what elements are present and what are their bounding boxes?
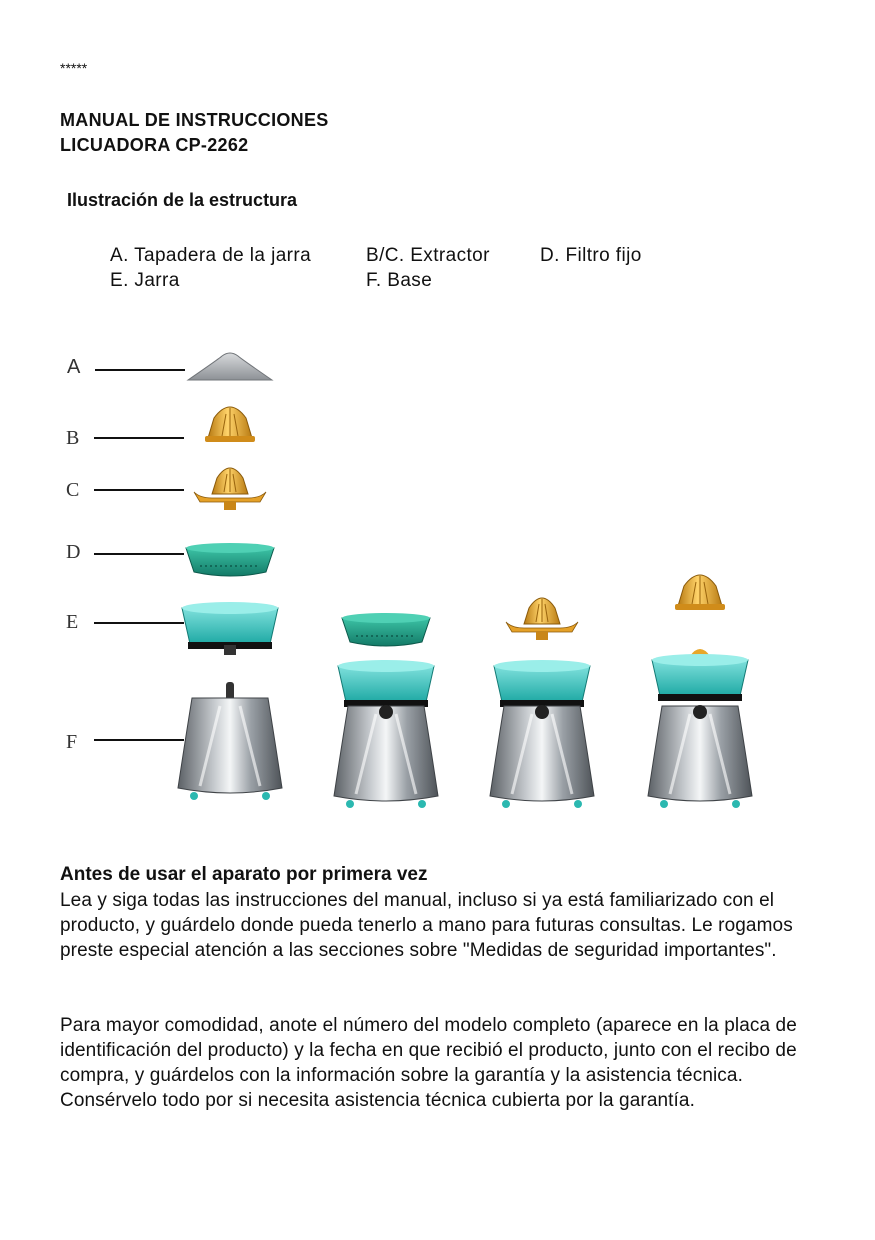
product-title: LICUADORA CP-2262 [60, 135, 249, 155]
part-bc-label: B/C. Extractor [366, 245, 490, 266]
diagram-label-e: E [66, 611, 79, 633]
section-heading: Antes de usar el aparato por primera vez [60, 864, 428, 885]
diagram-label-b: B [66, 427, 80, 449]
header-stars: ***** [60, 60, 88, 76]
intro-paragraph: Lea y siga todas las instrucciones del manual, incluso si ya está familiarizado con el producto, y guárdelo donde pueda tenerlo a mano para futuras consultas. Le rogamos preste especial atención a las secciones sobre "Medidas de seguridad importantes". [60, 890, 793, 961]
part-e-label: E. Jarra [110, 270, 180, 291]
diagram-label-a: A [67, 356, 81, 378]
part-d-label: D. Filtro fijo [540, 245, 642, 266]
model-note-paragraph: Para mayor comodidad, anote el número del modelo completo (aparece en la placa de identificación del producto) y la fecha en que recibió el producto, junto con el recibo de compra, y guárdelos con la información sobre la garantía y la asistencia técnica. Consérvelo todo por si necesita asistencia técnica cubierta por la garantía. [60, 1015, 797, 1111]
diagram-label-d: D [66, 541, 81, 563]
part-a-label: A. Tapadera de la jarra [110, 245, 312, 266]
diagram-label-f: F [66, 731, 78, 753]
part-f-label: F. Base [366, 270, 433, 291]
diagram-label-c: C [66, 479, 80, 501]
structure-heading: Ilustración de la estructura [67, 190, 298, 210]
lid-part [188, 353, 272, 380]
manual-title: MANUAL DE INSTRUCCIONES [60, 110, 329, 130]
